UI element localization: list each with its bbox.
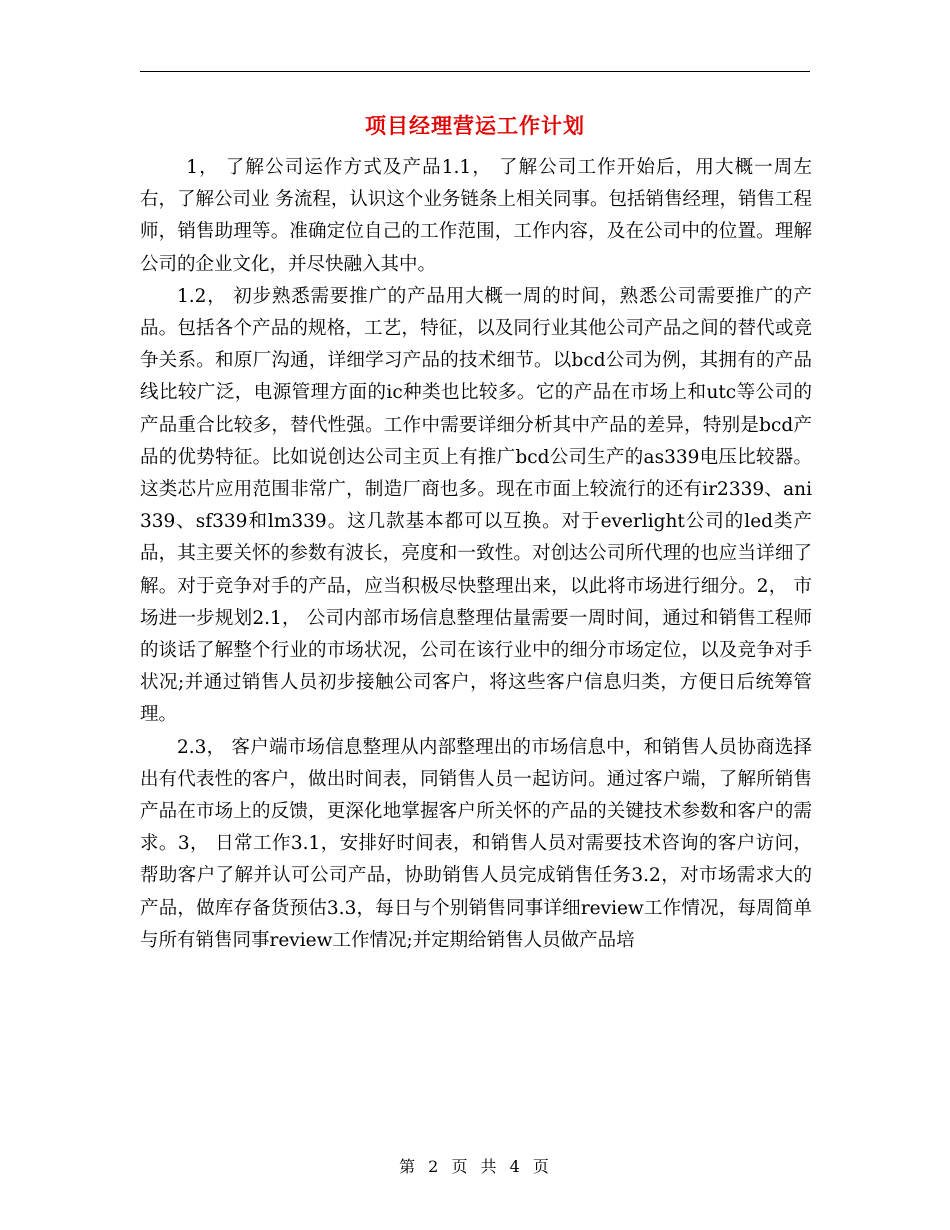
page-number-footer: 第 2 页 共 4 页 [399, 1157, 551, 1176]
paragraph: 1.2， 初步熟悉需要推广的产品用大概一周的时间，熟悉公司需要推广的产品。包括各个产品的规格，工艺，特征，以及同行业其他公司产品之间的替代或竞争关系。和原厂沟通，详细学习产品的技术细节。以bcd公司为例，其拥有的产品线比较广泛，电源管理方面的ic种类也比较多。它的产品在市场上和utc等公司的产品重合比较多，替代性强。工作中需要详细分析其中产品的差异，特别是bcd产品的优势特征。比如说创达公司主页上有推广bcd公司生产的as339电压比较器。这类芯片应用范围非常广，制造厂商也多。现在市面上较流行的还有ir2339、ani339、sf339和lm339。这几款基本都可以互换。对于everlight公司的led类产品，其主要关怀的参数有波长，亮度和一致性。对创达公司所代理的也应当详细了解。对于竞争对手的产品，应当积极尽快整理出来，以此将市场进行细分。2， 市场进一步规划2.1， 公司内部市场信息整理估量需要一周时间，通过和销售工程师的谈话了解整个行业的市场状况，公司在该行业中的细分市场定位，以及竞争对手状况;并通过销售人员初步接触公司客户，将这些客户信息归类，方便日后统筹管理。 [140, 285, 812, 726]
header-rule [140, 71, 810, 72]
document-title: 项目经理营运工作计划 [365, 114, 585, 138]
paragraph: 1， 了解公司运作方式及产品1.1， 了解公司工作开始后，用大概一周左右，了解公司业 务流程，认识这个业务链条上相关同事。包括销售经理，销售工程师，销售助理等。准确定位自己的工作范围，工作内容，及在公司中的位置。理解公司的企业文化，并尽快融入其中。 [140, 157, 812, 275]
document-body [140, 152, 812, 957]
paragraph: 2.3， 客户端市场信息整理从内部整理出的市场信息中，和销售人员协商选择出有代表性的客户，做出时间表，同销售人员一起访问。通过客户端，了解所销售产品在市场上的反馈，更深化地掌握客户所关怀的产品的关键技术参数和客户的需求。3， 日常工作3.1，安排好时间表，和销售人员对需要技术咨询的客户访问，帮助客户了解并认可公司产品，协助销售人员完成销售任务3.2，对市场需求大的产品，做库存备货预估3.3，每日与个别销售同事详细review工作情况，每周简单与所有销售同事review工作情况;并定期给销售人员做产品培 [140, 736, 812, 951]
